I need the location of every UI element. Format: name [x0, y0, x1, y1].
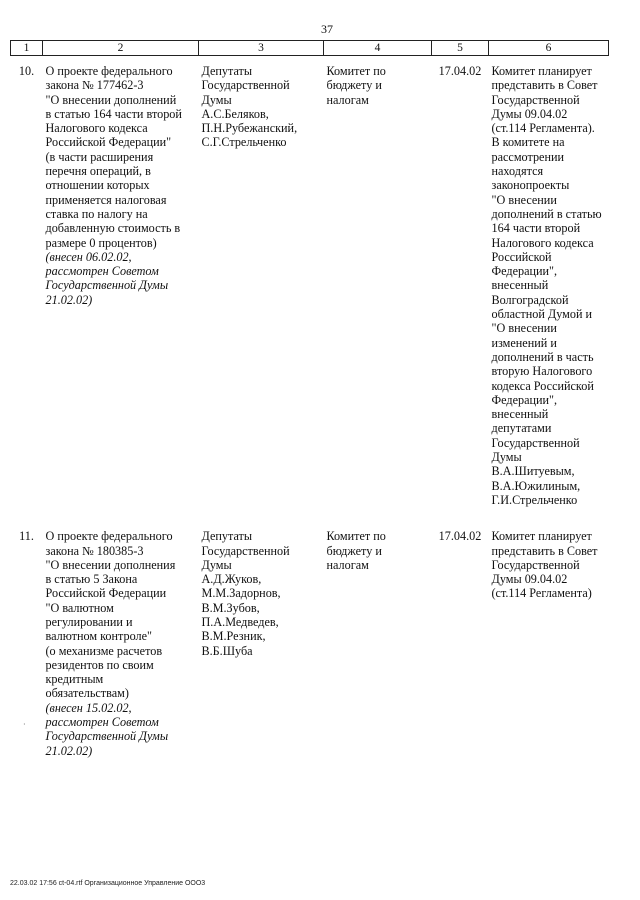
text-line: областной Думой и — [491, 307, 593, 322]
text-line: Комитет по — [326, 529, 386, 544]
table-body — [11, 56, 609, 758]
text-line: добавленную стоимость в — [45, 221, 181, 236]
text-line: кодекса Российской — [491, 378, 594, 393]
note-cell — [489, 521, 609, 758]
text-line: Думы — [201, 557, 232, 572]
text-line: Комитет планирует — [491, 529, 592, 544]
text-line: "О внесении дополнений — [45, 92, 177, 107]
text-line: В.М.Зубов, — [201, 600, 260, 615]
text-line: рассмотрен Советом — [45, 715, 159, 730]
text-line: Комитет планирует — [491, 64, 592, 78]
text-line: дополнений в статью — [491, 206, 602, 221]
text-line: 21.02.02) — [45, 743, 93, 758]
table-row — [11, 56, 609, 508]
text-line: законопроекты — [491, 178, 570, 193]
text-line: "О внесении — [491, 192, 557, 207]
text-line: П.Н.Рубежанский, — [201, 121, 298, 136]
column-header: 2 — [43, 41, 199, 56]
table-row — [11, 521, 609, 758]
text-line: Российской Федерации — [45, 586, 167, 601]
text-line: А.С.Беляков, — [201, 106, 269, 121]
text-line: ставка по налогу на — [45, 206, 148, 221]
text-line: Налогового кодекса — [45, 121, 148, 136]
text-line: в статью 5 Закона — [45, 572, 138, 587]
text-line: Думы 09.04.02 — [491, 572, 568, 587]
row-spacer — [11, 507, 609, 521]
text-line: Г.И.Стрельченко — [491, 492, 578, 507]
text-line: О проекте федерального — [45, 64, 173, 78]
column-header: 6 — [489, 41, 609, 56]
text-line: В.А.Шитуевым, — [491, 464, 575, 479]
page-number: 37 — [321, 22, 333, 36]
text-line: рассмотрении — [491, 149, 565, 164]
text-line: изменений и — [491, 335, 557, 350]
text-line: регулировании и — [45, 614, 133, 629]
column-header: 1 — [11, 41, 43, 56]
text-line: Федерации", — [491, 264, 558, 279]
committee-cell — [324, 521, 432, 758]
text-line: представить в Совет — [491, 543, 598, 558]
text-line: Российской Федерации" — [45, 135, 172, 150]
column-header: 3 — [199, 41, 324, 56]
text-line: депутатами — [491, 421, 552, 436]
text-line: Государственной — [491, 435, 580, 450]
text-line: применяется налоговая — [45, 192, 167, 207]
text-line: бюджету и — [326, 543, 382, 558]
text-line: бюджету и — [326, 78, 382, 93]
text-line: налогам — [326, 92, 369, 107]
text-line: закона № 180385-3 — [45, 543, 144, 558]
text-line: Государственной — [491, 557, 580, 572]
text-line: Федерации", — [491, 392, 558, 407]
text-line: кредитным — [45, 672, 104, 687]
text-line: вторую Налогового — [491, 364, 593, 379]
bill-title-cell — [43, 56, 199, 508]
text-line: отношении которых — [45, 178, 150, 193]
text-line: "О внесении — [491, 321, 557, 336]
text-line: валютном контроле" — [45, 629, 152, 644]
text-line: Государственной Думы — [45, 729, 169, 744]
text-line: "О валютном — [45, 600, 114, 615]
text-line: размере 0 процентов) — [45, 235, 157, 250]
text-line: А.Д.Жуков, — [201, 572, 262, 587]
text-line: Думы 09.04.02 — [491, 106, 568, 121]
committee-cell — [324, 56, 432, 508]
text-line: (внесен 15.02.02, — [45, 700, 132, 715]
text-line: В комитете на — [491, 135, 565, 150]
text-line: Государственной — [201, 543, 290, 558]
text-line: Комитет по — [326, 64, 386, 78]
text-line: в статью 164 части второй — [45, 106, 182, 121]
scan-speck: · — [23, 720, 26, 729]
text-line: Государственной — [491, 92, 580, 107]
note-cell — [489, 56, 609, 508]
footer-stamp: 22.03.02 17:56 ct-04.rtf Организационное Управление ООО3 — [10, 880, 206, 887]
text-line: П.А.Медведев, — [201, 614, 279, 629]
table-header-row — [11, 41, 609, 56]
text-line: внесенный — [491, 407, 549, 422]
date-cell: 17.04.02 — [438, 64, 482, 78]
text-line: Депутаты — [201, 529, 253, 544]
text-line: О проекте федерального — [45, 529, 173, 544]
text-line: С.Г.Стрельченко — [201, 135, 287, 150]
bills-table — [10, 40, 609, 758]
row-spacer-cell — [11, 507, 609, 521]
text-line: В.А.Южилиным, — [491, 478, 581, 493]
text-line: Волгоградской — [491, 292, 569, 307]
text-line: М.М.Задорнов, — [201, 586, 281, 601]
text-line: (ст.114 Регламента). — [491, 121, 595, 136]
authors-cell — [199, 56, 324, 508]
text-line: закона № 177462-3 — [45, 78, 144, 93]
text-line: внесенный — [491, 278, 549, 293]
text-line: 164 части второй — [491, 221, 581, 236]
text-line: Государственной — [201, 78, 290, 93]
text-line: (о механизме расчетов — [45, 643, 163, 658]
text-line: перечня операций, в — [45, 164, 151, 179]
bill-title-cell — [43, 521, 199, 758]
text-line: "О внесении дополнения — [45, 557, 176, 572]
text-line: Думы — [201, 92, 232, 107]
text-line: (ст.114 Регламента) — [491, 586, 592, 601]
row-number: 11. — [19, 529, 34, 544]
text-line: Налогового кодекса — [491, 235, 594, 250]
text-line: резидентов по своим — [45, 657, 154, 672]
date-cell: 17.04.02 — [438, 529, 482, 544]
column-header: 5 — [432, 41, 489, 56]
text-line: В.Б.Шуба — [201, 643, 253, 658]
text-line: 21.02.02) — [45, 292, 93, 307]
text-line: Депутаты — [201, 64, 253, 78]
text-line: находятся — [491, 164, 544, 179]
text-line: В.М.Резник, — [201, 629, 266, 644]
text-line: налогам — [326, 557, 369, 572]
text-line: обязательствам) — [45, 686, 129, 701]
text-line: представить в Совет — [491, 78, 598, 93]
authors-cell — [199, 521, 324, 758]
text-line: Российской — [491, 249, 552, 264]
column-header: 4 — [324, 41, 432, 56]
text-line: дополнений в часть — [491, 349, 594, 364]
text-line: (внесен 06.02.02, — [45, 249, 132, 264]
text-line: рассмотрен Советом — [45, 264, 159, 279]
row-number: 10. — [18, 64, 35, 78]
text-line: Думы — [491, 450, 522, 465]
text-line: Государственной Думы — [45, 278, 169, 293]
text-line: (в части расширения — [45, 149, 154, 164]
